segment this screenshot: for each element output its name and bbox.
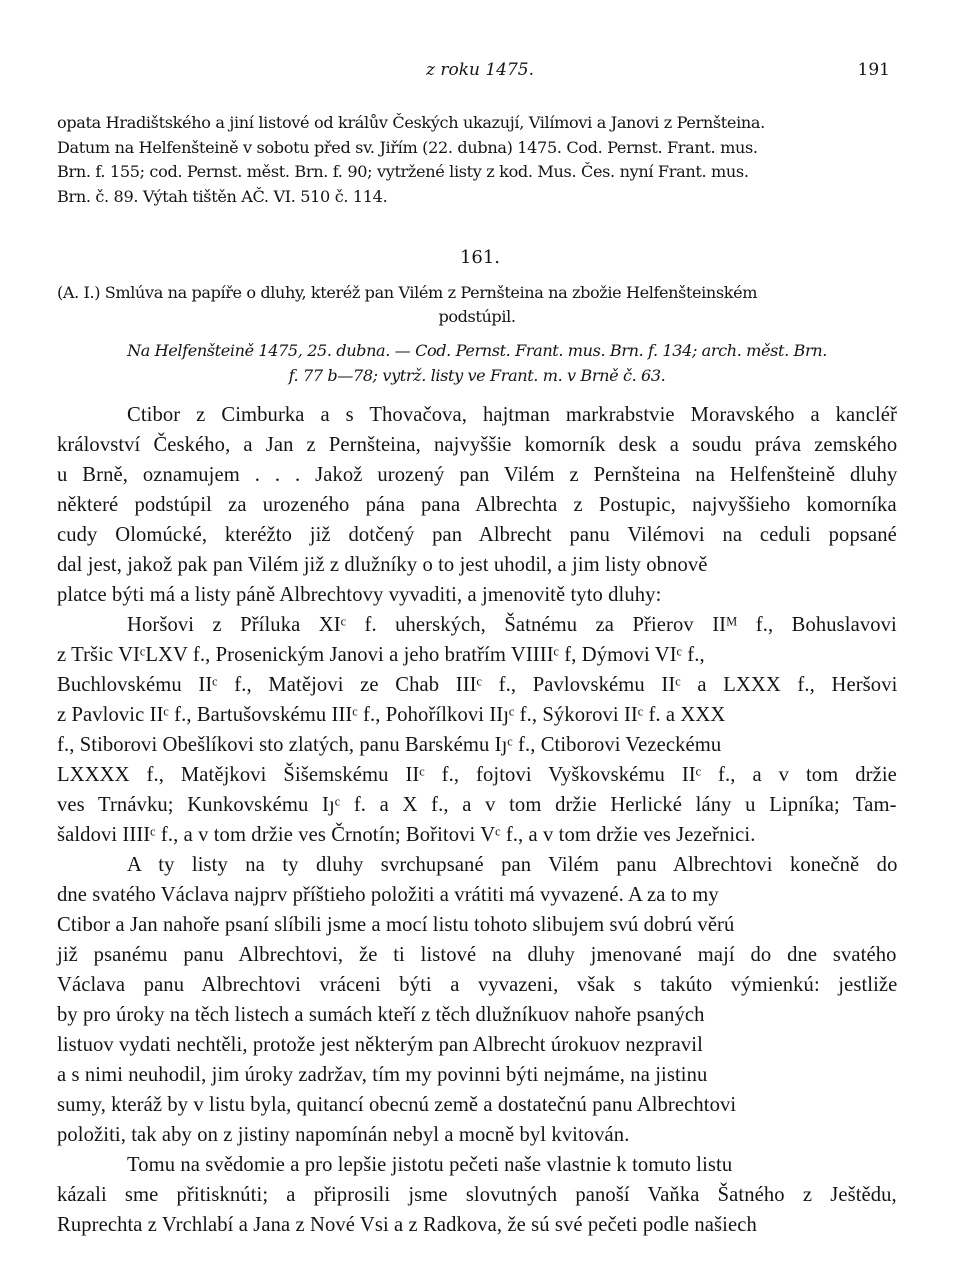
body-line: cudy Olomúcké, kteréžto již dotčený pan Albrecht panu Vilémovi na ceduli popsané <box>57 524 897 546</box>
intro-line: Brn. č. 89. Výtah tištěn AČ. VI. 510 č. 114. <box>57 186 388 206</box>
source-line: f. 77 b—78; vytrž. listy ve Frant. m. v Brně č. 63. <box>288 366 666 385</box>
body-line: Buchlovskému IIᶜ f., Matějovi ze Chab IIIᶜ f., Pavlovskému IIᶜ a LXXX f., Heršovi <box>57 674 898 696</box>
body-line: z Tršic VIᶜLXV f., Prosenickým Janovi a jeho bratřím VIIIIᶜ f, Dýmovi VIᶜ f., <box>57 644 705 666</box>
document-regest <box>57 281 897 329</box>
body-line: Ctibor z Cimburka a s Thovačova, hajtman markrabstvie Moravského a kancléř <box>127 404 897 426</box>
intro-line: Brn. f. 155; cod. Pernst. měst. Brn. f. 90; vytržené listy z kod. Mus. Čes. nyní Frant. mus. <box>57 162 749 181</box>
body-line: platce býti má a listy páně Albrechtovy vyvaditi, a jmenovitě tyto dluhy: <box>57 584 662 606</box>
regest-line: podstúpil. <box>438 307 516 326</box>
body-line: Ctibor a Jan nahoře psaní slíbili jsme a mocí listu tohoto slibujem svú dobrú věrú <box>57 914 735 936</box>
body-line: dne svatého Václava najprv příštieho položiti a vrátiti má vyvazené. A za to my <box>57 884 719 906</box>
body-line: šaldovi IIIIᶜ f., a v tom držie ves Črnotín; Bořitovi Vᶜ f., a v tom držie ves Jezeřnici. <box>57 824 756 846</box>
body-line: dal jest, jakož pak pan Vilém již z dlužníky o to jest uhodil, a jim listy obnově <box>57 554 708 576</box>
regest-line: (A. I.) Smlúva na papíře o dluhy, kteréž pan Vilém z Pernšteina na zbožie Helfenšteinském <box>57 283 758 302</box>
body-line: Václava panu Albrechtovi vráceni býti a vyvazeni, však s takúto výmienkú: jestliže <box>57 974 898 996</box>
body-line: listuov vydati nechtěli, protože jest některým pan Albrecht úrokuov nezpravil <box>57 1034 703 1056</box>
previous-document-notes <box>57 111 897 209</box>
page-number: 191 <box>857 60 890 80</box>
body-line: z Pavlovic IIᶜ f., Bartušovskému IIIᶜ f., Pohořílkovi IIȷᶜ f., Sýkorovi IIᶜ f. a XXX <box>57 704 726 726</box>
document-number: 161. <box>459 247 501 268</box>
body-line: ves Trnávku; Kunkovskému Iȷᶜ f. a X f., a v tom držie Herlické lány u Lipníka; Tam- <box>57 794 897 816</box>
body-line: by pro úroky na těch listech a sumách kteří z těch dlužníkuov nahoře psaných <box>57 1004 705 1026</box>
body-line: již psanému panu Albrechtovi, že ti listové na dluhy jmenované mají do dne svatého <box>57 944 897 966</box>
body-line: f., Stiborovi Obešlíkovi sto zlatých, panu Barskému Iȷᶜ f., Ctiborovi Vezeckému <box>57 734 722 756</box>
body-line: A ty listy na ty dluhy svrchupsané pan Vilém panu Albrechtovi konečně do <box>127 854 898 876</box>
body-line: u Brně, oznamujem . . . Jakož urozený pan Vilém z Pernšteina na Helfenšteině dluhy <box>57 464 898 486</box>
body-line: Horšovi z Příluka XIᶜ f. uherských, Šatnému za Přierov IIᴹ f., Bohuslavovi <box>127 614 897 636</box>
body-line: položiti, tak aby on z jistiny napomínán nebyl a mocně byl kvitován. <box>57 1124 630 1146</box>
document-body-text <box>57 400 897 1240</box>
source-line: Na Helfenšteině 1475, 25. dubna. — Cod. Pernst. Frant. mus. Brn. f. 134; arch. měst. Brn. <box>127 341 827 360</box>
body-line: některé podstúpil za urozeného pána pana Albrechta z Postupic, najvyššieho komorníka <box>57 494 897 516</box>
source-citation <box>57 338 897 388</box>
body-line: království Českého, a Jan z Pernšteina, najvyššie komorník desk a soudu práva zemského <box>57 434 898 456</box>
body-line: sumy, kteráž by v listu byla, quitancí obecnú země a dostatečnú panu Albrechtovi <box>57 1094 737 1116</box>
intro-line: opata Hradištského a jiní listové od králův Českých ukazují, Vilímovi a Janovi z Pernšteina. <box>57 113 765 132</box>
running-header-title: z roku 1475. <box>425 60 535 80</box>
intro-line: Datum na Helfenšteině v sobotu před sv. Jiřím (22. dubna) 1475. Cod. Pernst. Frant. mus. <box>57 137 758 157</box>
body-line: LXXXX f., Matějkovi Šišemskému IIᶜ f., fojtovi Vyškovskému IIᶜ f., a v tom držie <box>57 764 897 786</box>
body-line: Ruprechta z Vrchlabí a Jana z Nové Vsi a z Radkova, že sú své pečeti podle našiech <box>57 1214 757 1236</box>
body-line: kázali sme přitisknúti; a připrosili jsme slovutných panoší Vaňka Šatného z Ještědu, <box>57 1184 897 1206</box>
body-line: Tomu na svědomie a pro lepšie jistotu pečeti naše vlastnie k tomuto listu <box>127 1154 733 1176</box>
body-line: a s nimi neuhodil, jim úroky zadržav, tím my povinni býti nejmáme, na jistinu <box>57 1064 708 1086</box>
